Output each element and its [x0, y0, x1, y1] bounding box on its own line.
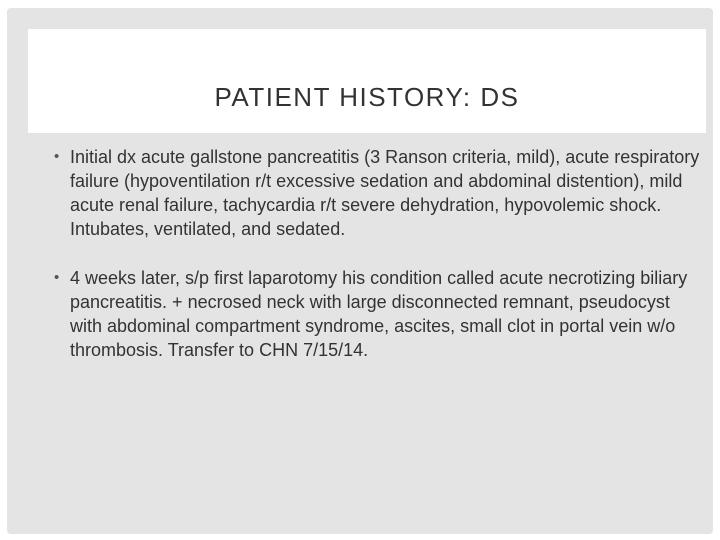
bullet-icon: • [54, 148, 60, 165]
bullet-text: 4 weeks later, s/p first laparotomy his condition called acute necrotizing biliary pancreatitis. + necrosed neck with large disconnected remnant, pseudocyst with abdominal compartment syndrome, ascites, small clot in portal vein w/o thrombosis. Transfer to CHN 7/15/14. [70, 268, 688, 360]
bullet-item-1 [52, 145, 702, 241]
slide-title: PATIENT HISTORY: DS [214, 82, 520, 112]
bullet-text: Initial dx acute gallstone pancreatitis (3 Ranson criteria, mild), acute respiratory failure (hypoventilation r/t excessive sedation and abdominal distention), mild acute renal failure, tachycardia r/t severe dehydration, hypovolemic shock. Intubates, ventilated, and sedated. [70, 147, 700, 239]
title-box [28, 29, 706, 133]
bullet-item-2 [52, 266, 702, 362]
slide-body [52, 145, 702, 362]
bullet-icon: • [54, 269, 60, 286]
